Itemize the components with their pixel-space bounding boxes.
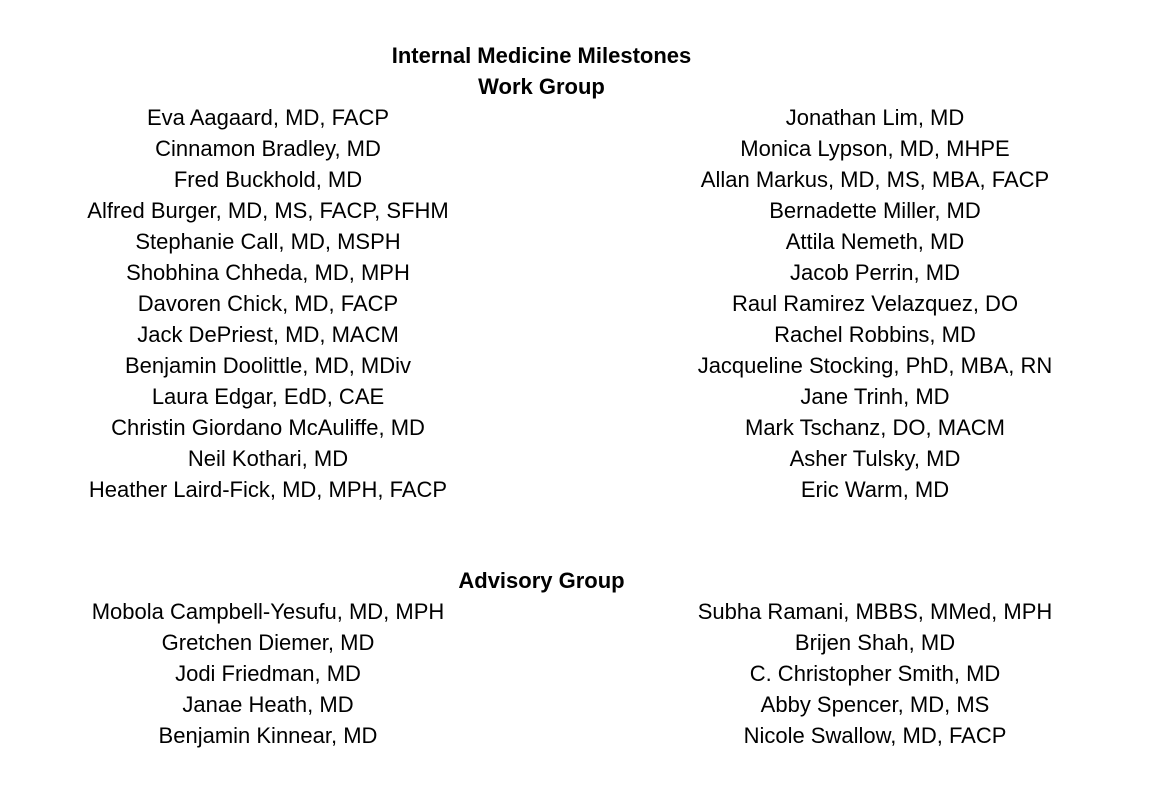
advisory-group-left-column <box>40 596 496 751</box>
member-name: Eva Aagaard, MD, FACP <box>146 105 390 130</box>
member-name: Janae Heath, MD <box>182 692 354 717</box>
member-name: Benjamin Doolittle, MD, MDiv <box>124 353 412 378</box>
member-name: Benjamin Kinnear, MD <box>158 723 378 748</box>
member-name: Neil Kothari, MD <box>187 446 349 471</box>
member-name: Mark Tschanz, DO, MACM <box>745 415 1005 440</box>
member-name: Subha Ramani, MBBS, MMed, MPH <box>697 599 1053 624</box>
member-name: Rachel Robbins, MD <box>774 322 976 347</box>
member-name: Christin Giordano McAuliffe, MD <box>111 415 425 440</box>
member-name: Heather Laird-Fick, MD, MPH, FACP <box>88 477 448 502</box>
member-name: Jodi Friedman, MD <box>175 661 361 686</box>
member-name: Monica Lypson, MD, MHPE <box>740 136 1010 161</box>
member-name: Bernadette Miller, MD <box>769 198 981 223</box>
member-name: Brijen Shah, MD <box>794 630 956 655</box>
member-name: Laura Edgar, EdD, CAE <box>151 384 385 409</box>
member-name: Eric Warm, MD <box>800 477 950 502</box>
member-name: Jane Trinh, MD <box>800 384 950 409</box>
member-name: Mobola Campbell-Yesufu, MD, MPH <box>91 599 445 624</box>
member-name: Abby Spencer, MD, MS <box>760 692 990 717</box>
document-title: Internal Medicine Milestones <box>391 43 692 68</box>
member-name: Alfred Burger, MD, MS, FACP, SFHM <box>87 198 449 223</box>
member-name: Asher Tulsky, MD <box>789 446 961 471</box>
member-name: Allan Markus, MD, MS, MBA, FACP <box>700 167 1050 192</box>
member-name: Shobhina Chheda, MD, MPH <box>126 260 410 285</box>
work-group-right-column <box>646 102 1104 505</box>
member-name: Nicole Swallow, MD, FACP <box>743 723 1007 748</box>
member-name: Jack DePriest, MD, MACM <box>137 322 399 347</box>
member-name: C. Christopher Smith, MD <box>749 661 1001 686</box>
member-name: Davoren Chick, MD, FACP <box>137 291 399 316</box>
advisory-group-right-column <box>646 596 1104 751</box>
member-name: Attila Nemeth, MD <box>785 229 965 254</box>
member-name: Jacob Perrin, MD <box>790 260 960 285</box>
member-name: Jonathan Lim, MD <box>785 105 965 130</box>
member-name: Gretchen Diemer, MD <box>161 630 375 655</box>
member-name: Cinnamon Bradley, MD <box>155 136 381 161</box>
advisory-group-heading: Advisory Group <box>458 568 625 593</box>
work-group-heading: Work Group <box>478 74 605 99</box>
member-name: Jacqueline Stocking, PhD, MBA, RN <box>697 353 1053 378</box>
member-name: Raul Ramirez Velazquez, DO <box>731 291 1019 316</box>
member-name: Fred Buckhold, MD <box>173 167 363 192</box>
work-group-left-column <box>40 102 496 505</box>
member-name: Stephanie Call, MD, MSPH <box>135 229 401 254</box>
